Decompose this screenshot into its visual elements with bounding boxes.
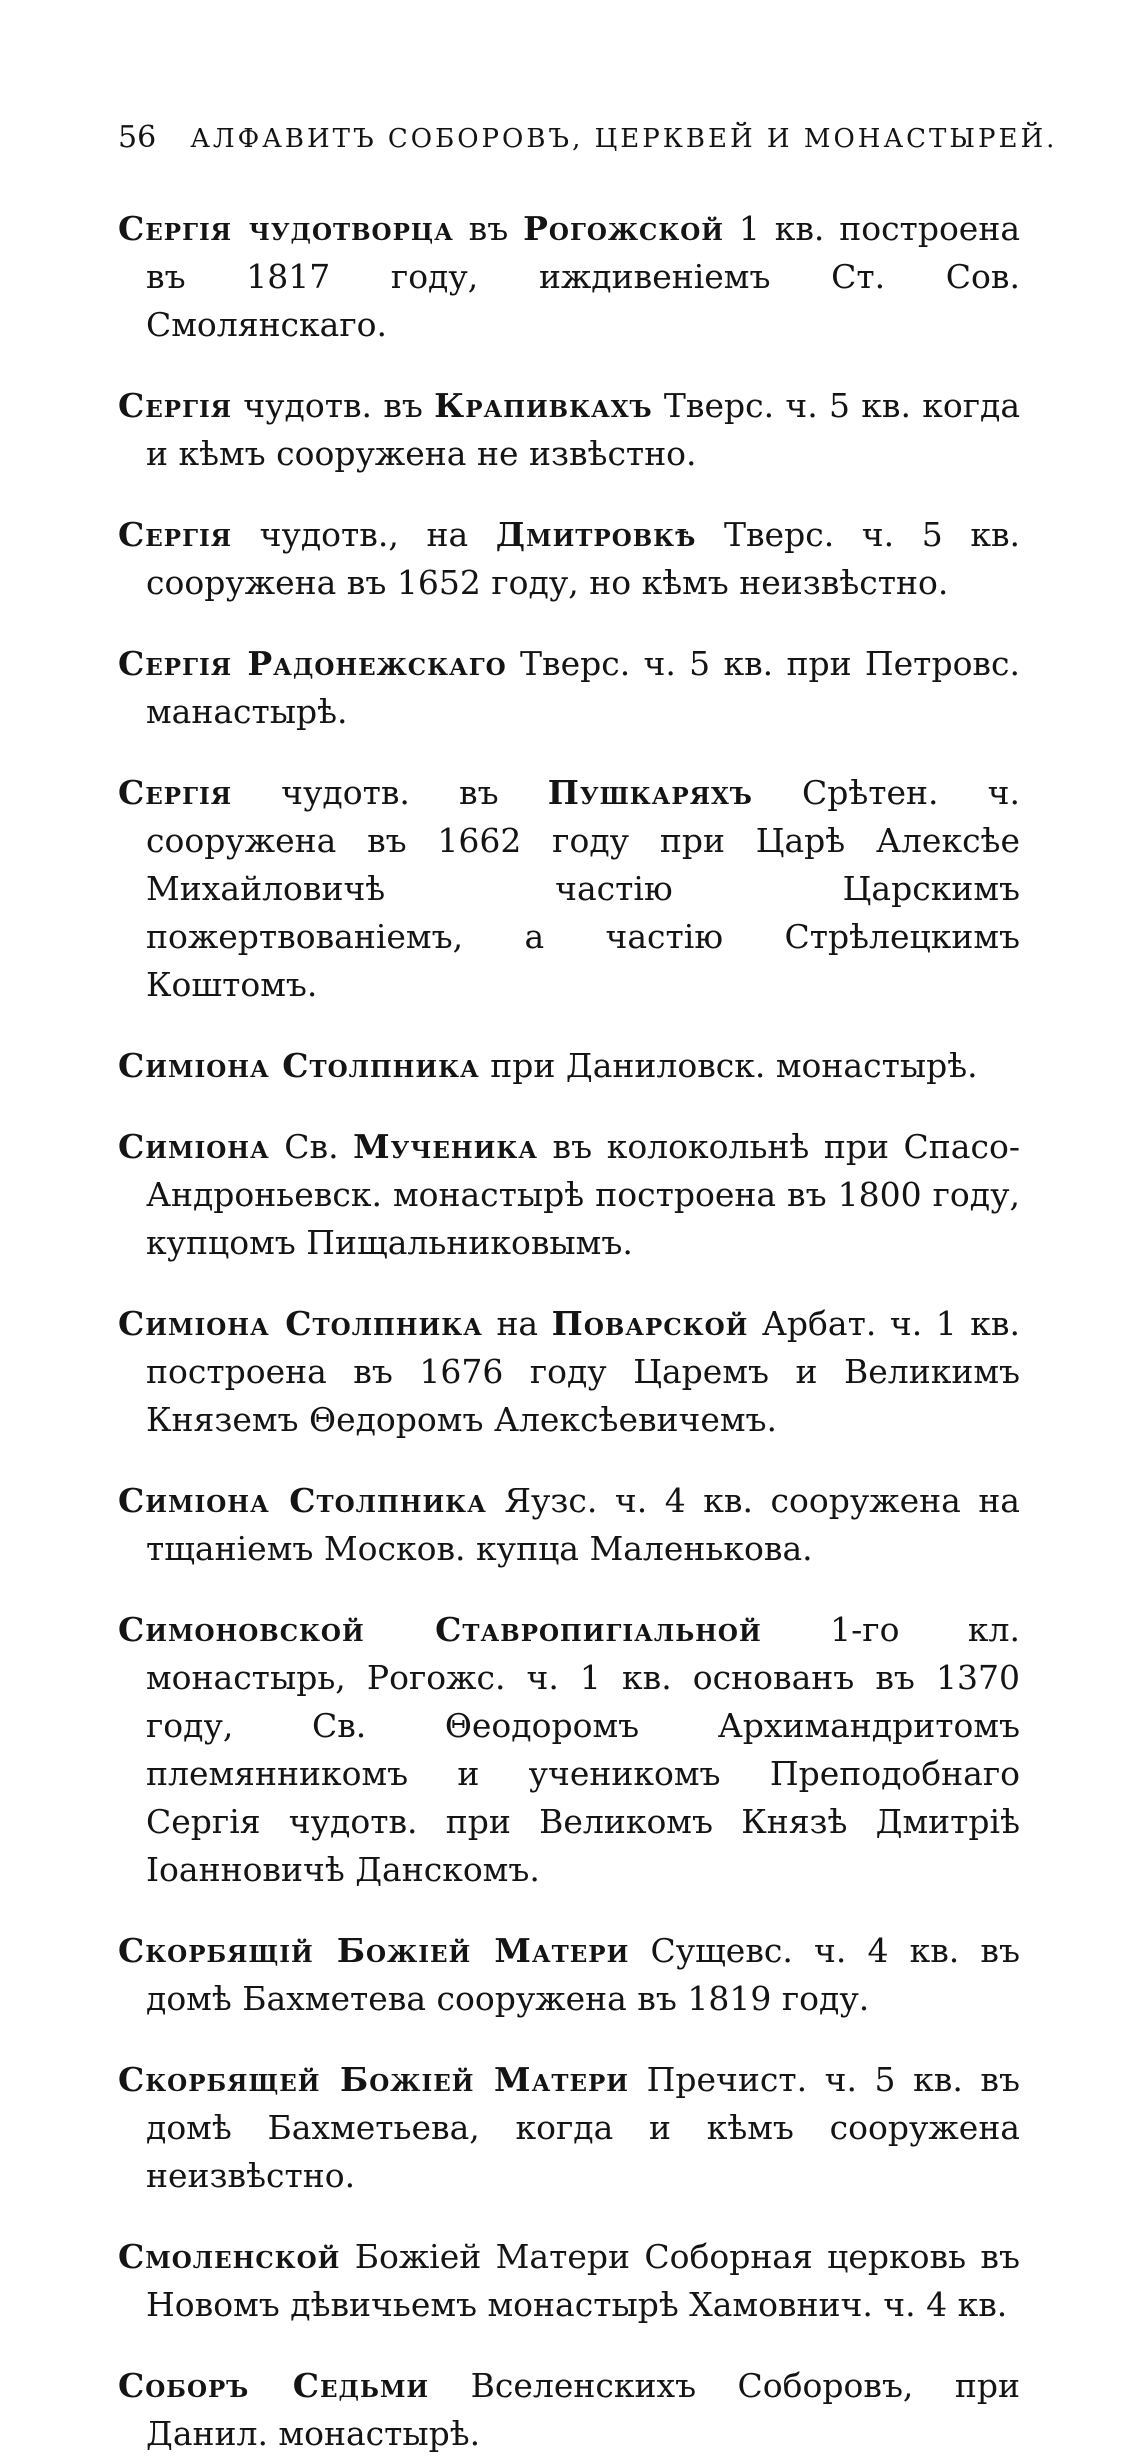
running-title: АЛФАВИТЪ СОБОРОВЪ, ЦЕРКВЕЙ И МОНАСТЫРЕЙ. [190,124,1058,154]
entry-location: Крапивкахъ [434,386,653,425]
entry-text: Тверс. ч. 5 кв. сооружена въ 1652 году, но кѣмъ неизвѣстно. [146,515,1021,602]
entry-prefix: на [482,1304,552,1343]
entry-text: Тверс. ч. 5 кв. при Петровс. манастырѣ. [146,644,1020,731]
entry-text: Сущевс. ч. 4 кв. въ домѣ Бахметева сооружена въ 1819 году. [146,1931,1020,2018]
entry-text: Арбат. ч. 1 кв. построена въ 1676 году Царемъ и Великимъ Княземъ Θедоромъ Алексѣевичемъ. [146,1304,1020,1439]
entry-simiona-danilovsk [118,1042,1020,1090]
entry-prefix: Св. [269,1127,354,1166]
entry-term: Симоновской Ставропигіальной [118,1610,762,1649]
entry-sergiy-krapivkakh [118,382,1020,478]
entry-text: 1-го кл. монастырь, Рогожс. ч. 1 кв. основанъ въ 1370 году, Св. Θеодоромъ Архимандритомъ племянникомъ и ученикомъ Преподобнаго Сергія чудотв. при Великомъ Князѣ Дмитріѣ Іоанновичѣ Данскомъ. [146,1610,1020,1889]
entry-sergiy-radonezhskago [118,640,1020,736]
entry-term: Сергія [118,386,233,425]
entry-text: Яузс. ч. 4 кв. сооружена на тщаніемъ Москов. купца Маленькова. [146,1481,1020,1568]
entry-simiona-muchenika [118,1123,1020,1267]
entry-term: Симіона [118,1127,270,1166]
entry-list [118,205,1020,2458]
entry-location: Мученика [353,1127,538,1166]
entry-text: при Даниловск. монастырѣ. [479,1046,978,1085]
entry-term: Сергія Радонежскаго [118,644,507,683]
entry-term: Сергія чудотворца [118,209,454,248]
entry-text: Пречист. ч. 5 кв. въ домѣ Бахметьева, когда и кѣмъ сооружена неизвѣстно. [146,2060,1020,2195]
entry-sobor-sedmi [118,2362,1020,2458]
entry-simiona-povarskoy [118,1300,1020,1444]
entry-term: Симіона Столпника [118,1046,480,1085]
entry-term: Скорбящій Божіей Матери [118,1931,630,1970]
entry-prefix: чудотв. въ [232,386,435,425]
entry-prefix: чудотв. въ [232,773,548,812]
entry-term: Сергія [118,773,233,812]
entry-text: Тверс. ч. 5 кв. когда и кѣмъ сооружена не извѣстно. [146,386,1020,473]
entry-term: Скорбящей Божіей Матери [118,2060,629,2099]
entry-term: Симіона Столпника [118,1304,483,1343]
entry-skorbyashchey-prechist [118,2056,1020,2200]
entry-location: Пушкаряхъ [547,773,753,812]
entry-text: въ колокольнѣ при Спасо-Андроньевск. монастырѣ построена въ 1800 году, купцомъ Пищальниковымъ. [146,1127,1020,1262]
entry-term: Соборъ Седьми [118,2366,430,2405]
entry-text: Божіей Матери Соборная церковь въ Новомъ дѣвичьемъ монастырѣ Хамовнич. ч. 4 кв. [146,2237,1020,2324]
entry-term: Сергія [118,515,233,554]
entry-term: Симіона Столпника [118,1481,487,1520]
entry-location: Дмитровкѣ [495,515,697,554]
entry-sergiy-rogozhskoy [118,205,1020,349]
entry-text: 1 кв. построена въ 1817 году, иждивеніемъ Ст. Сов. Смолянскаго. [146,209,1021,344]
page-number: 56 [118,120,157,155]
entry-prefix: чудотв., на [232,515,496,554]
entry-location: Поварской [551,1304,749,1343]
entry-smolenskoy [118,2233,1020,2329]
entry-simonovskoy [118,1606,1020,1894]
entry-skorbyashchiy-sushchevs [118,1927,1020,2023]
running-head [118,120,1058,155]
entry-term: Смоленской [118,2237,341,2276]
entry-sergiy-pushkaryakh [118,769,1020,1009]
book-page [118,120,1058,2463]
entry-simiona-yauzs [118,1477,1020,1573]
entry-text: Срѣтен. ч. сооружена въ 1662 году при Царѣ Алексѣе Михайловичѣ частію Царскимъ пожертвованіемъ, а частію Стрѣлецкимъ Коштомъ. [146,773,1020,1004]
entry-prefix: въ [453,209,524,248]
entry-text: Вселенскихъ Соборовъ, при Данил. монастырѣ. [146,2366,1020,2453]
entry-location: Рогожской [523,209,725,248]
entry-sergiy-dmitrovke [118,511,1020,607]
